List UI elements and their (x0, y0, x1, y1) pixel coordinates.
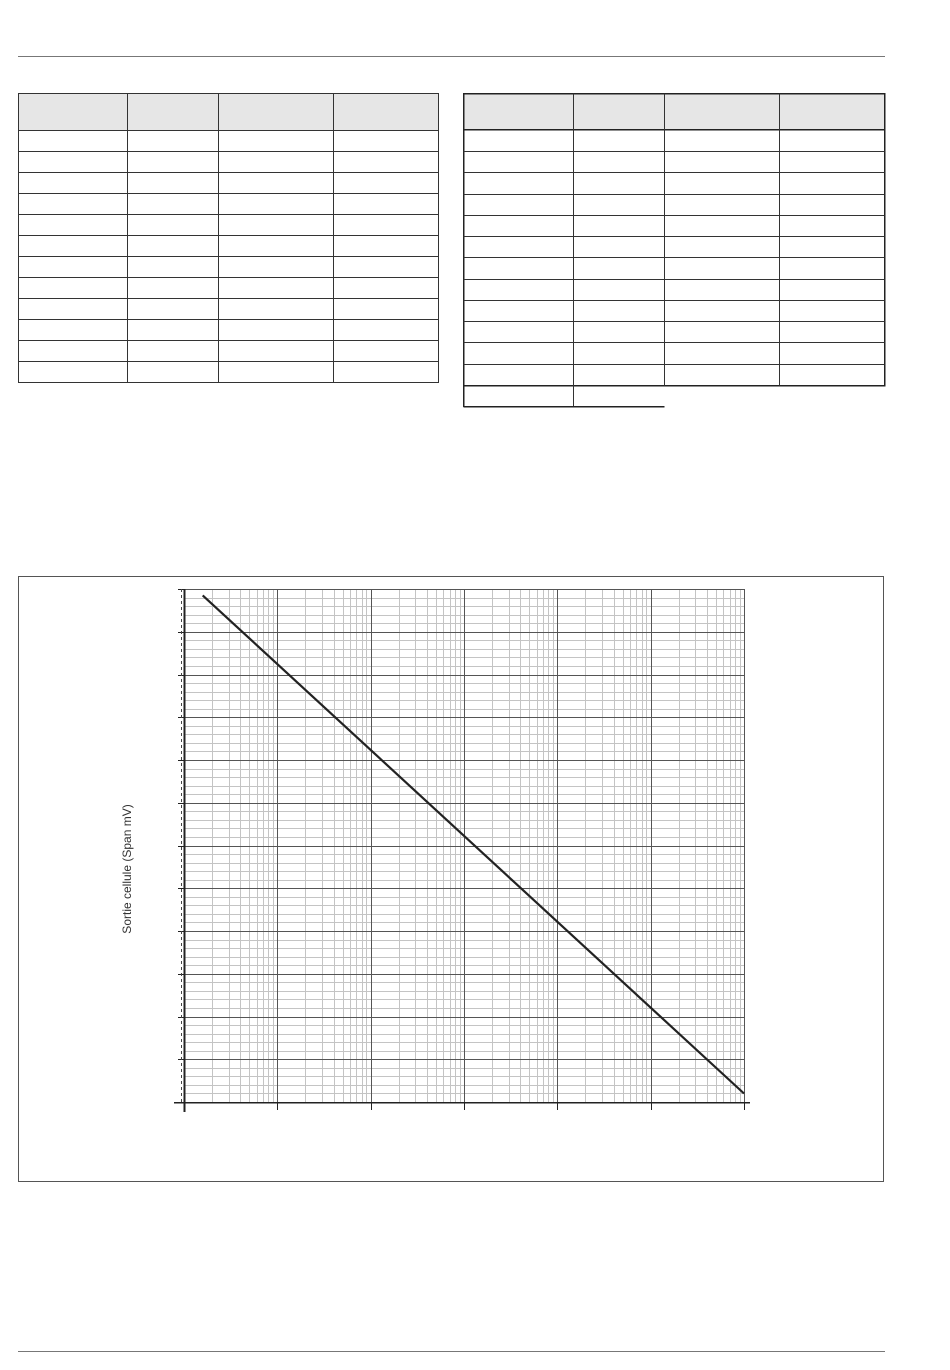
header-cell (334, 94, 439, 131)
table-row (19, 194, 439, 215)
header-rule (18, 56, 885, 57)
axes (174, 589, 750, 1112)
table-row (19, 341, 439, 362)
data-table-left (18, 93, 439, 383)
chart-frame (18, 576, 884, 1182)
header-cell (219, 94, 334, 131)
table-row (19, 215, 439, 236)
table-row (19, 257, 439, 278)
table-right (464, 94, 885, 408)
table-header-row (19, 94, 439, 131)
table-row (19, 362, 439, 383)
table-row (19, 278, 439, 299)
table-row (19, 320, 439, 341)
header-cell (19, 94, 128, 131)
header-row-bg (464, 94, 885, 130)
series-group (203, 595, 744, 1093)
header-cell (128, 94, 219, 131)
table-right-frame (464, 94, 885, 386)
series-line-0 (203, 595, 744, 1093)
table-row (19, 152, 439, 173)
table-row (19, 131, 439, 152)
table-row (19, 236, 439, 257)
table-row (19, 173, 439, 194)
footer-rule (18, 1351, 885, 1352)
y-axis-label: Sortie cellule (Span mV) (120, 804, 134, 934)
span-chart (19, 577, 885, 1183)
table-row (19, 299, 439, 320)
